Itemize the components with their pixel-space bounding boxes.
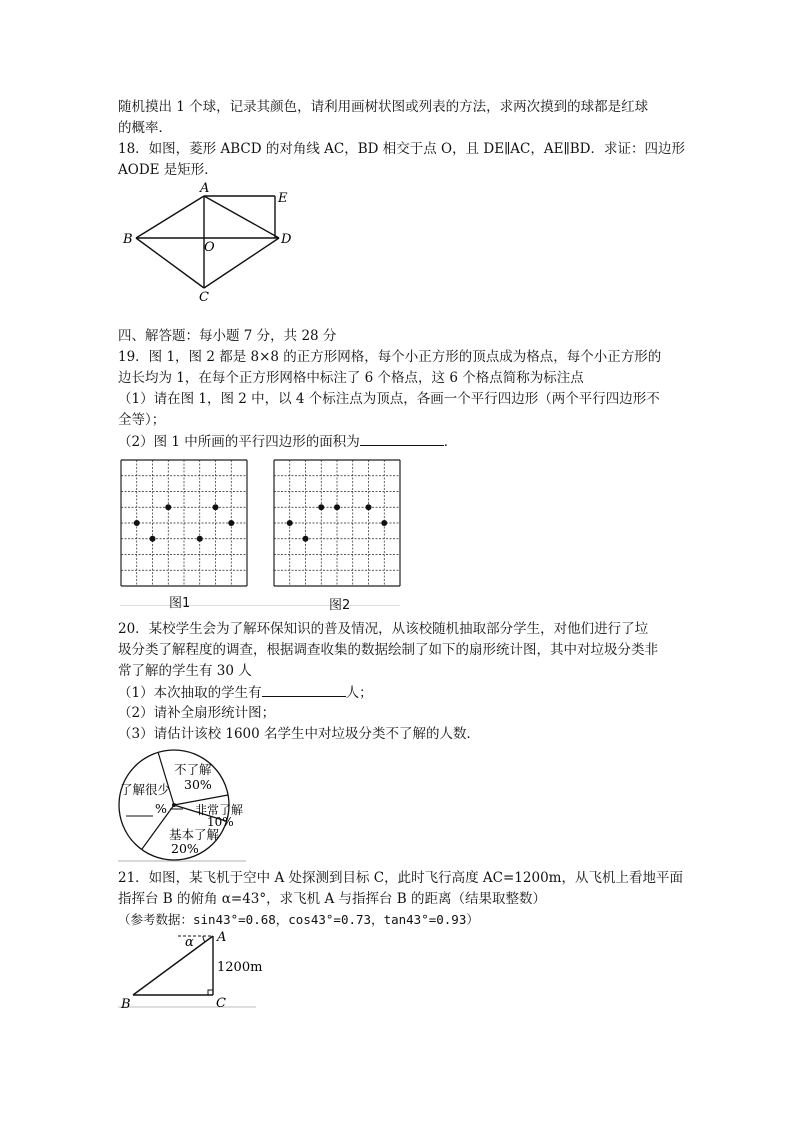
- grid1-marked-point[interactable]: [213, 504, 219, 510]
- grid1-marked-point[interactable]: [134, 520, 140, 526]
- section-heading: 四、解答题：每小题 7 分，共 28 分: [118, 328, 337, 344]
- label-alpha: α: [185, 935, 194, 950]
- q17-line-1: 随机摸出 1 个球，记录其颜色，请利用画树状图或列表的方法，求两次摸到的球都是红球: [118, 99, 649, 115]
- rhombus-figure: [115, 180, 305, 305]
- side-dc: [204, 238, 279, 288]
- q20-line-3: 常了解的学生有 30 人: [118, 663, 252, 679]
- grid1-marked-point[interactable]: [228, 520, 234, 526]
- answer-blank-area[interactable]: [360, 431, 444, 446]
- q20-line-5: （2）请补全扇形统计图；: [118, 705, 276, 721]
- grid1-marked-point[interactable]: [165, 504, 171, 510]
- pie-label-s4: 基本了解: [169, 827, 220, 842]
- pie-pct-s4: 20%: [171, 841, 199, 856]
- label-b: B: [123, 232, 133, 247]
- segment-ba: [133, 936, 213, 995]
- q17-line-2: 的概率．: [118, 120, 172, 136]
- grid2-marked-point[interactable]: [366, 504, 372, 510]
- q19-line-1: 19．图 1，图 2 都是 8×8 的正方形网格，每个小正方形的顶点成为格点，每个小正方形的: [118, 349, 662, 365]
- fig1-caption: 图1: [169, 596, 191, 611]
- q19-question-2: （2）图 1 中所画的平行四边形的面积为: [118, 434, 360, 450]
- q20-line-4: （1）本次抽取的学生有 人；: [118, 682, 373, 703]
- q21-line-2: 指挥台 B 的俯角 α=43°，求飞机 A 与指挥台 B 的距离（结果取整数）: [118, 891, 546, 907]
- side-cb: [136, 238, 204, 288]
- q19-line-4: 全等）；: [118, 412, 166, 428]
- q20-line-6: （3）请估计该校 1600 名学生中对垃圾分类不了解的人数．: [118, 726, 481, 742]
- label-o: O: [204, 240, 215, 255]
- label-c: C: [216, 996, 226, 1011]
- q21-line-1: 21．如图，某飞机于空中 A 处探测到目标 C，此时飞行高度 AC=1200m，从飞机上看地平面: [118, 870, 683, 886]
- grid1-marked-point[interactable]: [150, 536, 156, 542]
- grid-figure-1: [120, 459, 248, 587]
- grid2-marked-point[interactable]: [287, 520, 293, 526]
- pie-pct-s3: 10%: [207, 815, 234, 829]
- q19-line-5: （2）图 1 中所画的平行四边形的面积为 ．: [118, 431, 457, 452]
- pie-label-s3: 非常了解: [195, 803, 244, 817]
- side-ab: [136, 196, 204, 238]
- grid2-marked-point[interactable]: [303, 536, 309, 542]
- label-height: 1200m: [217, 960, 263, 975]
- q20-line-1: 20．某校学生会为了解环保知识的普及情况，从该校随机抽取部分学生，对他们进行了垃: [118, 621, 649, 637]
- label-b: B: [121, 997, 131, 1012]
- side-ad: [204, 196, 279, 238]
- label-c: C: [199, 290, 209, 305]
- pie-pct-s1: 30%: [184, 777, 212, 792]
- q21-line-3: （参考数据：sin43°=0.68，cos43°=0.73，tan43°=0.93）: [118, 912, 479, 927]
- label-d: D: [281, 232, 292, 247]
- figure-divider: [120, 605, 400, 606]
- q20-line-2: 圾分类了解程度的调查，根据调查收集的数据绘制了如下的扇形统计图，其中对垃圾分类非: [118, 642, 658, 658]
- label-e: E: [278, 191, 288, 206]
- grid2-marked-point[interactable]: [318, 504, 324, 510]
- grid2-marked-point[interactable]: [334, 504, 340, 510]
- label-a: A: [200, 181, 210, 196]
- label-a: A: [217, 930, 227, 945]
- fig2-caption: 图2: [329, 598, 351, 613]
- grid1-marked-point[interactable]: [197, 536, 203, 542]
- pie-pct-s2: %: [155, 801, 167, 816]
- pie-label-s2: 了解很少: [120, 782, 171, 797]
- triangle-figure: [118, 928, 263, 1013]
- q18-line-2: AODE 是矩形．: [118, 162, 218, 178]
- q19-line-3: （1）请在图 1，图 2 中，以 4 个标注点为顶点，各画一个平行四边形（两个平行四边形不: [118, 391, 660, 407]
- grid-figure-2: [273, 459, 401, 587]
- right-angle-mark: [208, 990, 213, 995]
- answer-blank-count[interactable]: [262, 682, 346, 697]
- grid2-marked-point[interactable]: [381, 520, 387, 526]
- pie-label-s1: 不了解: [174, 762, 212, 777]
- pie-chart: [118, 748, 248, 863]
- angle-arc: [203, 936, 205, 942]
- q18-line-1: 18．如图，菱形 ABCD 的对角线 AC，BD 相交于点 O，且 DE∥AC，AE∥BD．求证：四边形: [118, 141, 685, 157]
- q19-line-2: 边长均为 1，在每个正方形网格中标注了 6 个格点，这 6 个格点简称为标注点: [118, 370, 584, 386]
- pie-divider-1: [158, 752, 174, 805]
